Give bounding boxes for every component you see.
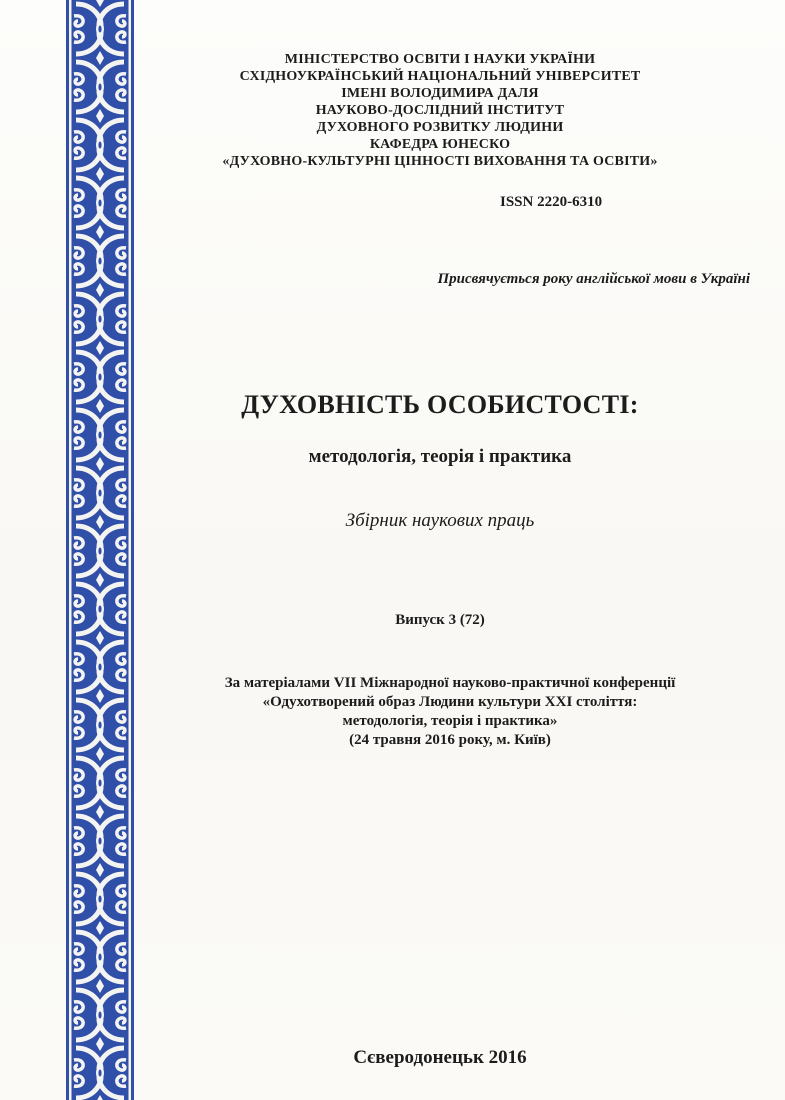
conference-line-3: методологія, теорія і практика» — [342, 713, 558, 729]
collection-label: Збірник наукових праць — [345, 510, 535, 531]
header-institute: НАУКОВО-ДОСЛІДНИЙ ІНСТИТУТ — [315, 103, 565, 118]
issn-number: ISSN 2220-6310 — [500, 194, 603, 210]
header-university: СХІДНОУКРАЇНСЬКИЙ НАЦІОНАЛЬНИЙ УНІВЕРСИТЕТ — [239, 69, 641, 84]
header-department: КАФЕДРА ЮНЕСКО — [369, 137, 511, 152]
conference-line-4: (24 травня 2016 року, м. Київ) — [349, 732, 551, 748]
main-title: ДУХОВНІСТЬ ОСОБИСТОСТІ: — [241, 390, 639, 419]
issue-number: Випуск 3 (72) — [395, 612, 485, 628]
header-ministry: МІНІСТЕРСТВО ОСВІТИ І НАУКИ УКРАЇНИ — [284, 52, 596, 67]
header-university-name: ІМЕНІ ВОЛОДИМИРА ДАЛЯ — [341, 86, 539, 101]
header-department-name: «ДУХОВНО-КУЛЬТУРНІ ЦІННОСТІ ВИХОВАННЯ ТА ОСВІТИ» — [222, 154, 658, 169]
ornamental-border-icon — [66, 0, 134, 1100]
dedication-line: Присвячується року англійської мови в Україні — [437, 271, 750, 287]
subtitle: методологія, теорія і практика — [308, 446, 572, 467]
header-institute-name: ДУХОВНОГО РОЗВИТКУ ЛЮДИНИ — [316, 120, 564, 135]
conference-line-1: За матеріалами VII Міжнародної науково-практичної конференції — [224, 675, 676, 691]
city-year: Сєверодонецьк 2016 — [353, 1047, 527, 1068]
conference-line-2: «Одухотворений образ Людини культури XXI століття: — [262, 694, 638, 710]
